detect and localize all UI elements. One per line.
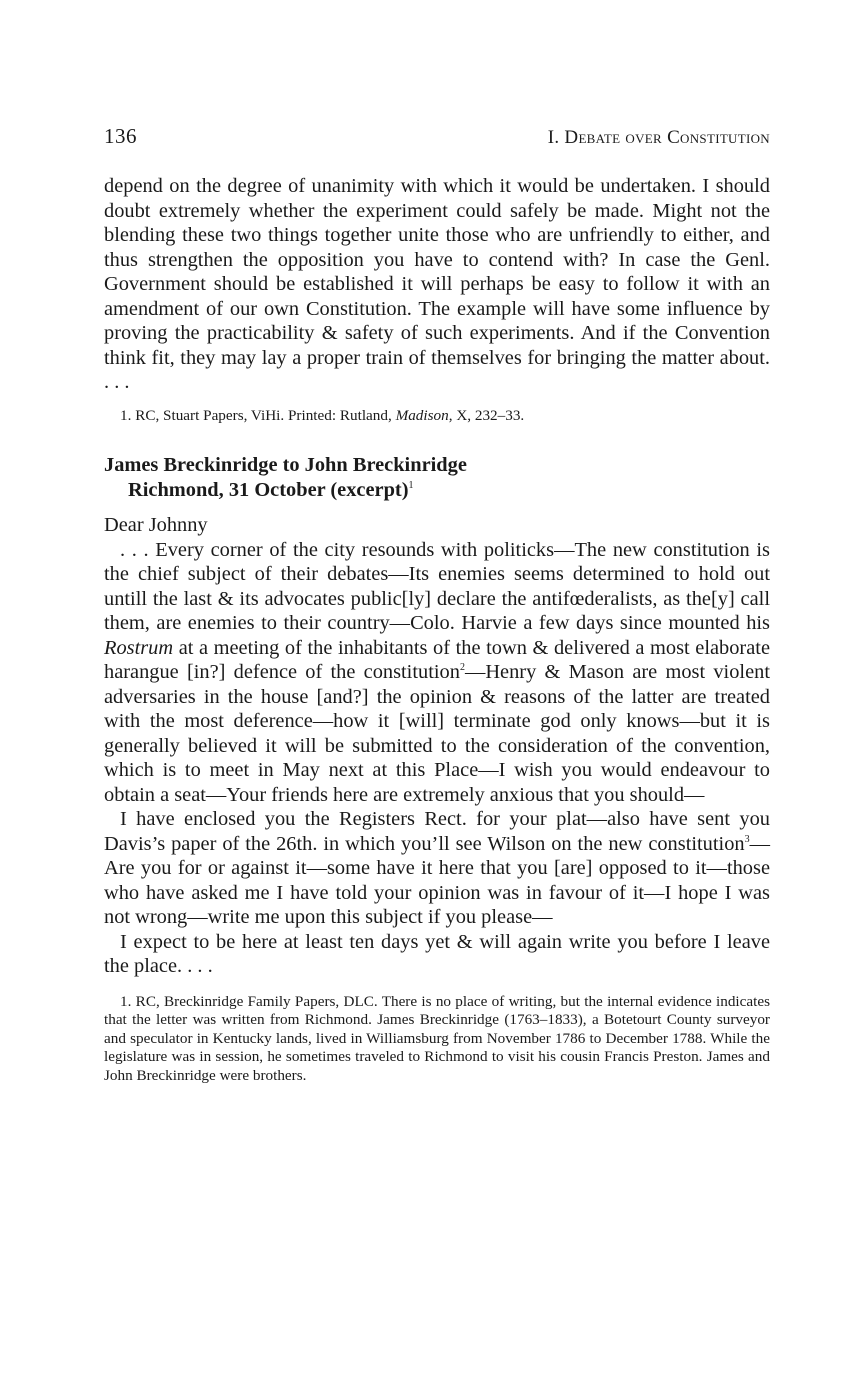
salutation: Dear Johnny	[104, 514, 208, 536]
letter-p1-b: at a meeting of the inhabitants of the town & delivered a most elaborate harangue [in?] defence of the constitution	[104, 636, 770, 683]
letter-p1-a: . . . Every corner of the city resounds with politicks—The new constitution is the chief subject of their debates—Its enemies seems determined to hold out untill the last & its advocates public[ly] declare the antifœderalists, as the[y] call them, are enemies to their country—Colo. Harvie a few days since mounted his	[104, 538, 770, 634]
continuation-paragraph: depend on the degree of unanimity with which it would be undertaken. I should doubt extremely whether the experiment could safely be made. Might not the blending these two things together unite those who are unfriendly to either, and thus strengthen the opposition you have to contend with? In case the Genl. Government should be established it will perhaps be easy to follow it with an amendment of our own Constitution. The example will have some influence by proving the practicability & safety of such experiments. And if the Convention think fit, they may lay a proper train of themselves for bringing the matter about. . . .	[104, 175, 770, 393]
letter-p2-a: I have enclosed you the Registers Rect. for your plat—also have sent you Davis’s paper of the 26th. in which you’ll see Wilson on the new constitution	[104, 808, 770, 855]
section-title-text: Debate over Constitution	[564, 127, 770, 148]
footnote-madison-after: , X, 232–33.	[448, 406, 525, 424]
letter-p1-c: —Henry & Mason are most violent adversaries in the house [and?] the opinion & reasons of the latter are treated with the most deference—how it [will] terminate god only knows—but it is generally believed it will be submitted to the consideration of the convention, which is to meet in May next at this Place—I wish you would endeavour to obtain a seat—Your friends here are extremely anxious that you should—	[104, 661, 770, 806]
letter-p1-italic: Rostrum	[104, 636, 174, 659]
section-prefix: I.	[547, 127, 565, 148]
body-text	[104, 174, 770, 395]
letter-heading-title: James Breckinridge to John Breckinridge	[104, 454, 467, 476]
letter-heading	[104, 453, 770, 503]
letter-heading-place-date-text: Richmond, 31 October (excerpt)	[128, 479, 409, 501]
letter-paragraph: I expect to be here at least ten days yet & will again write you before I leave the place. . . .	[104, 930, 770, 977]
footnote-madison	[104, 407, 770, 426]
running-head	[104, 124, 770, 154]
letter-heading-place-date	[104, 478, 770, 503]
footnote-breckinridge: 1. RC, Breckinridge Family Papers, DLC. There is no place of writing, but the internal evidence indicates that the letter was written from Richmond. James Breckinridge (1763–1833), a Botetourt County surveyor and speculator in Kentucky lands, lived in Williamsburg from November 1786 to December 1788. While the legislature was in session, he sometimes traveled to Richmond to visit his cousin Francis Preston. James and John Breckinridge were brothers.	[104, 992, 770, 1084]
letter-body	[104, 513, 770, 979]
letter-paragraph	[104, 538, 770, 808]
footnote-madison-italic: Madison	[395, 406, 449, 424]
note-marker: 3	[744, 833, 750, 845]
letter-paragraph	[104, 807, 770, 930]
note-marker: 2	[459, 662, 465, 673]
footnote-madison-before: 1. RC, Stuart Papers, ViHi. Printed: Rutland,	[120, 406, 396, 424]
page-number: 136	[104, 124, 137, 148]
page-content	[104, 124, 770, 1085]
letter-p2-b: —Are you for or against it—some have it here that you [are] opposed to it—those who have asked me I have told your opinion was in favour of it—I hope I was not wrong—write me upon this subject if you please—	[104, 832, 770, 928]
note-marker: 1	[408, 480, 414, 491]
section-title	[548, 127, 770, 149]
